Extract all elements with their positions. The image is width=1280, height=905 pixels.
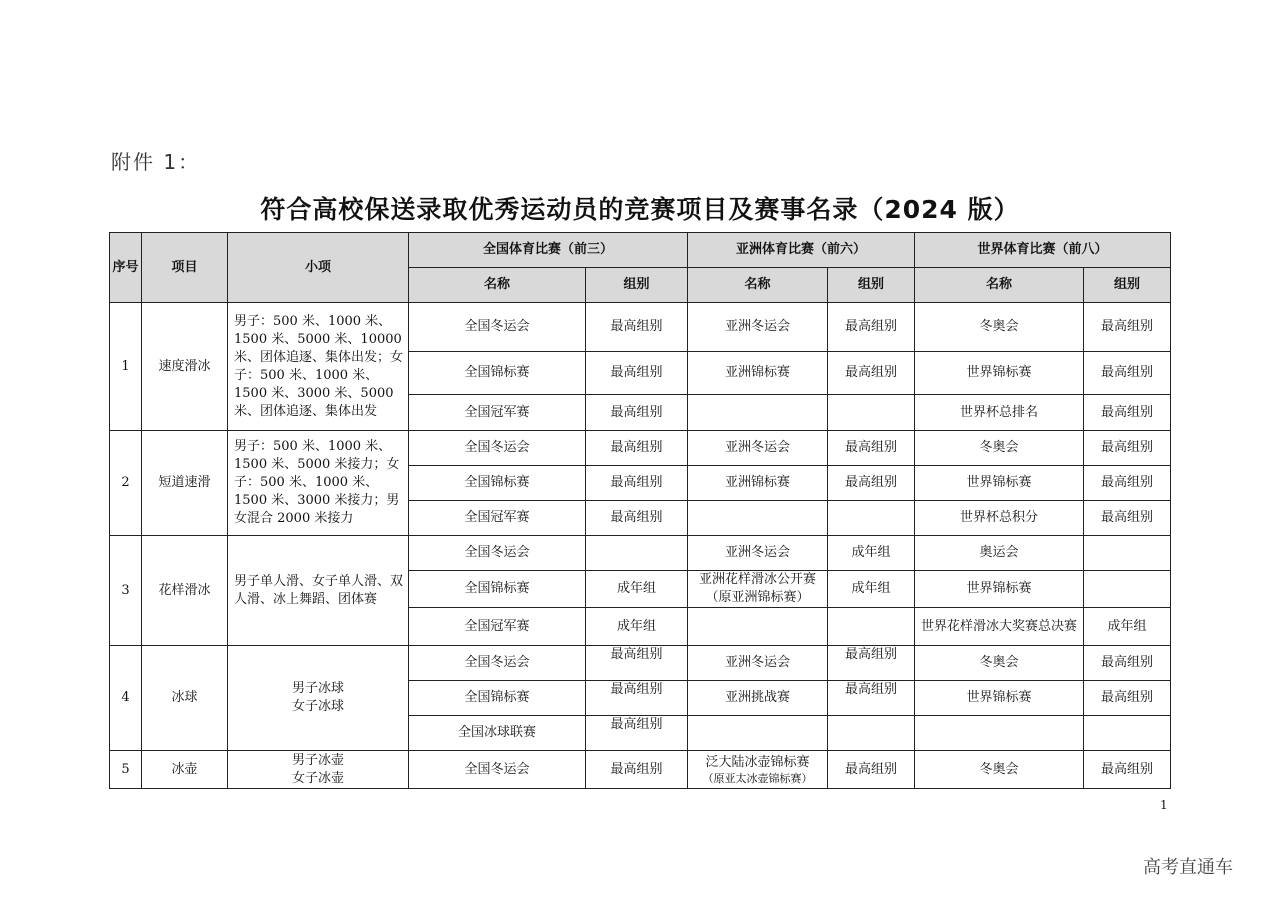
sub-event-line: 女子冰球 bbox=[291, 699, 344, 714]
national-name-cell: 全国锦标赛 bbox=[409, 352, 586, 395]
asian-group-cell: 最高组别 bbox=[828, 681, 915, 716]
national-name-cell: 全国冬运会 bbox=[409, 751, 586, 789]
national-group-cell: 最高组别 bbox=[586, 395, 688, 431]
world-name-cell: 世界锦标赛 bbox=[915, 466, 1084, 501]
header-national-name: 名称 bbox=[409, 268, 586, 303]
table-row bbox=[110, 536, 1171, 571]
national-name-cell: 全国冠军赛 bbox=[409, 608, 586, 646]
world-name-cell bbox=[915, 716, 1084, 751]
sub-events-cell: 男子：500 米、1000 米、1500 米、5000 米、10000 米、团体追逐、集体出发；女子：500 米、1000 米、1500 米、3000 米、5000 米、团体追逐、集体出发 bbox=[228, 303, 409, 431]
seq-cell: 1 bbox=[110, 303, 142, 431]
page-number: 1 bbox=[1160, 798, 1168, 812]
asian-name-cell: 亚洲冬运会 bbox=[688, 303, 828, 352]
asian-group-cell: 最高组别 bbox=[828, 352, 915, 395]
header-asian: 亚洲体育比赛（前六） bbox=[688, 233, 915, 268]
asian-name-cell bbox=[688, 608, 828, 646]
world-name-cell: 冬奥会 bbox=[915, 431, 1084, 466]
project-cell: 冰壶 bbox=[142, 751, 228, 789]
project-cell: 冰球 bbox=[142, 646, 228, 751]
asian-group-cell bbox=[828, 608, 915, 646]
asian-name-cell: 亚洲挑战赛 bbox=[688, 681, 828, 716]
asian-name-cell: 亚洲锦标赛 bbox=[688, 466, 828, 501]
world-name-cell: 世界杯总排名 bbox=[915, 395, 1084, 431]
world-group-cell bbox=[1084, 716, 1171, 751]
asian-name-cell: 亚洲冬运会 bbox=[688, 431, 828, 466]
asian-group-cell: 最高组别 bbox=[828, 751, 915, 789]
national-group-cell: 最高组别 bbox=[586, 352, 688, 395]
asian-name-cell bbox=[688, 716, 828, 751]
asian-group-cell: 最高组别 bbox=[828, 303, 915, 352]
national-name-cell: 全国冬运会 bbox=[409, 646, 586, 681]
asian-group-cell: 成年组 bbox=[828, 536, 915, 571]
competition-table bbox=[109, 232, 1171, 789]
sub-events-cell bbox=[228, 751, 409, 789]
world-name-cell: 世界花样滑冰大奖赛总决赛 bbox=[915, 608, 1084, 646]
national-group-cell: 最高组别 bbox=[586, 751, 688, 789]
header-asian-name: 名称 bbox=[688, 268, 828, 303]
asian-name-cell bbox=[688, 501, 828, 536]
world-group-cell bbox=[1084, 571, 1171, 608]
national-group-cell: 成年组 bbox=[586, 608, 688, 646]
world-group-cell: 最高组别 bbox=[1084, 501, 1171, 536]
header-sub: 小项 bbox=[228, 233, 409, 303]
national-name-cell: 全国冠军赛 bbox=[409, 501, 586, 536]
asian-name-cell bbox=[688, 571, 828, 608]
annex-label: 附件 1： bbox=[111, 150, 201, 174]
world-group-cell: 最高组别 bbox=[1084, 646, 1171, 681]
seq-cell: 5 bbox=[110, 751, 142, 789]
national-group-cell: 最高组别 bbox=[586, 501, 688, 536]
national-group-cell bbox=[586, 536, 688, 571]
header-world-group: 组别 bbox=[1084, 268, 1171, 303]
header-world-name: 名称 bbox=[915, 268, 1084, 303]
sub-event-line: 男子冰球 bbox=[291, 681, 344, 696]
national-name-cell: 全国冠军赛 bbox=[409, 395, 586, 431]
project-cell: 短道速滑 bbox=[142, 431, 228, 536]
world-name-cell: 世界杯总积分 bbox=[915, 501, 1084, 536]
world-name-cell: 世界锦标赛 bbox=[915, 571, 1084, 608]
seq-cell: 2 bbox=[110, 431, 142, 536]
national-name-cell: 全国冬运会 bbox=[409, 536, 586, 571]
world-group-cell: 最高组别 bbox=[1084, 352, 1171, 395]
asian-name-text: 泛大陆冰壶锦标赛 bbox=[705, 754, 810, 770]
national-name-cell: 全国冬运会 bbox=[409, 431, 586, 466]
asian-name-note: （原亚太冰壶锦标赛） bbox=[702, 771, 813, 785]
project-cell: 花样滑冰 bbox=[142, 536, 228, 646]
table-row bbox=[110, 751, 1171, 789]
header-asian-group: 组别 bbox=[828, 268, 915, 303]
national-name-cell: 全国锦标赛 bbox=[409, 466, 586, 501]
asian-group-cell: 最高组别 bbox=[828, 431, 915, 466]
world-name-cell: 冬奥会 bbox=[915, 751, 1084, 789]
world-group-cell: 最高组别 bbox=[1084, 681, 1171, 716]
sub-events-cell bbox=[228, 646, 409, 751]
seq-cell: 3 bbox=[110, 536, 142, 646]
header-seq: 序号 bbox=[110, 233, 142, 303]
national-group-cell: 成年组 bbox=[586, 571, 688, 608]
world-group-cell: 成年组 bbox=[1084, 608, 1171, 646]
asian-name-text: 亚洲花样滑冰公开赛 bbox=[698, 572, 816, 587]
header-national: 全国体育比赛（前三） bbox=[409, 233, 688, 268]
national-name-cell: 全国冰球联赛 bbox=[409, 716, 586, 751]
document-title: 符合高校保送录取优秀运动员的竞赛项目及赛事名录（2024 版） bbox=[260, 195, 1020, 224]
watermark: 高考直通车 bbox=[1143, 857, 1233, 878]
world-group-cell: 最高组别 bbox=[1084, 751, 1171, 789]
asian-name-cell: 亚洲锦标赛 bbox=[688, 352, 828, 395]
sub-event-line: 女子冰壶 bbox=[291, 770, 344, 786]
seq-cell: 4 bbox=[110, 646, 142, 751]
asian-group-cell: 成年组 bbox=[828, 571, 915, 608]
national-group-cell: 最高组别 bbox=[586, 431, 688, 466]
asian-group-cell bbox=[828, 501, 915, 536]
header-national-group: 组别 bbox=[586, 268, 688, 303]
national-name-cell: 全国冬运会 bbox=[409, 303, 586, 352]
asian-group-cell bbox=[828, 395, 915, 431]
asian-group-cell bbox=[828, 716, 915, 751]
sub-events-cell: 男子单人滑、女子单人滑、双人滑、冰上舞蹈、团体赛 bbox=[228, 536, 409, 646]
asian-name-cell bbox=[688, 751, 828, 789]
sub-events-cell: 男子：500 米、1000 米、1500 米、5000 米接力；女子：500 米、1000 米、1500 米、3000 米接力；男女混合 2000 米接力 bbox=[228, 431, 409, 536]
world-group-cell: 最高组别 bbox=[1084, 395, 1171, 431]
world-group-cell: 最高组别 bbox=[1084, 431, 1171, 466]
world-group-cell bbox=[1084, 536, 1171, 571]
world-name-cell: 世界锦标赛 bbox=[915, 681, 1084, 716]
world-name-cell: 冬奥会 bbox=[915, 646, 1084, 681]
asian-name-cell bbox=[688, 395, 828, 431]
asian-group-cell: 最高组别 bbox=[828, 646, 915, 681]
national-name-cell: 全国锦标赛 bbox=[409, 681, 586, 716]
world-name-cell: 冬奥会 bbox=[915, 303, 1084, 352]
national-group-cell: 最高组别 bbox=[586, 303, 688, 352]
asian-name-cell: 亚洲冬运会 bbox=[688, 536, 828, 571]
project-cell: 速度滑冰 bbox=[142, 303, 228, 431]
asian-name-note: （原亚洲锦标赛） bbox=[705, 590, 810, 605]
asian-group-cell: 最高组别 bbox=[828, 466, 915, 501]
table-row bbox=[110, 646, 1171, 681]
table-row bbox=[110, 431, 1171, 466]
national-group-cell: 最高组别 bbox=[586, 681, 688, 716]
world-group-cell: 最高组别 bbox=[1084, 303, 1171, 352]
national-group-cell: 最高组别 bbox=[586, 716, 688, 751]
national-group-cell: 最高组别 bbox=[586, 466, 688, 501]
national-name-cell: 全国锦标赛 bbox=[409, 571, 586, 608]
world-name-cell: 世界锦标赛 bbox=[915, 352, 1084, 395]
national-group-cell: 最高组别 bbox=[586, 646, 688, 681]
sub-event-line: 男子冰壶 bbox=[291, 752, 344, 768]
world-name-cell: 奥运会 bbox=[915, 536, 1084, 571]
table-row bbox=[110, 303, 1171, 352]
world-group-cell: 最高组别 bbox=[1084, 466, 1171, 501]
asian-name-cell: 亚洲冬运会 bbox=[688, 646, 828, 681]
header-world: 世界体育比赛（前八） bbox=[915, 233, 1171, 268]
header-project: 项目 bbox=[142, 233, 228, 303]
